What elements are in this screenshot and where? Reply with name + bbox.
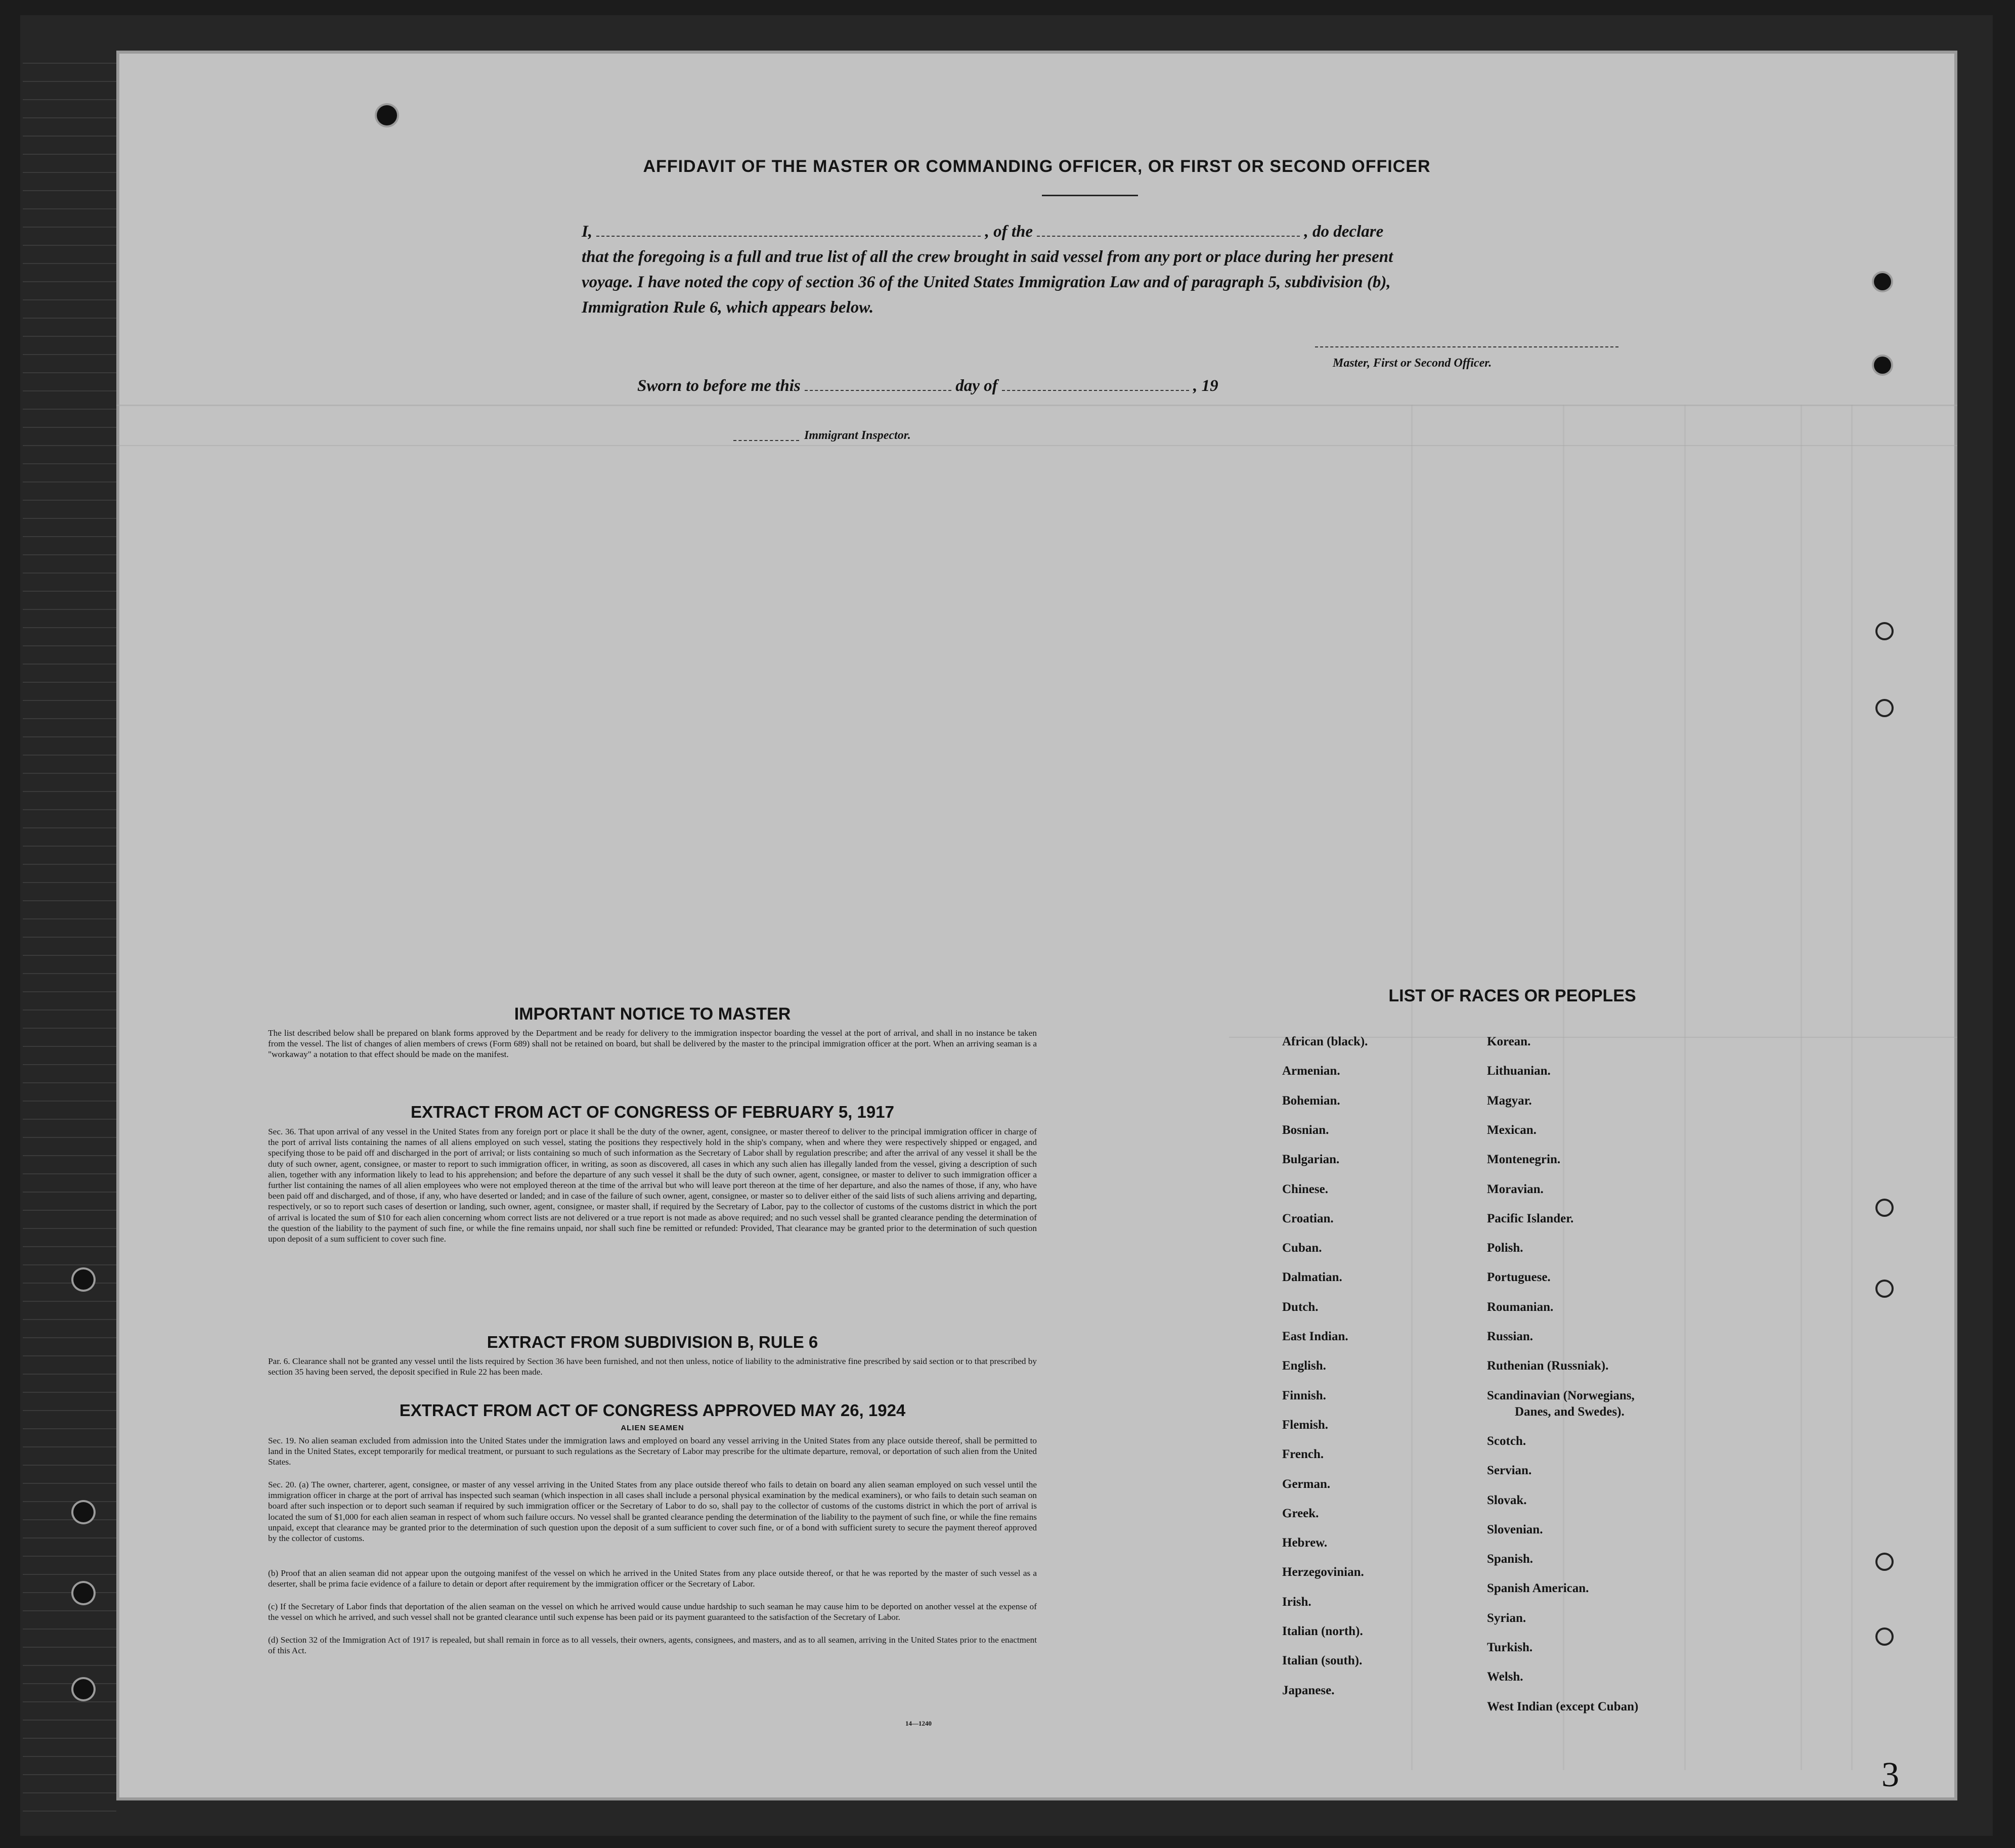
race-item: Scotch.	[1487, 1434, 1526, 1448]
inspector-label: Immigrant Inspector.	[804, 429, 911, 442]
form-number: 14—1240	[905, 1720, 932, 1727]
race-item: Italian (south).	[1282, 1654, 1363, 1668]
race-item: Hebrew.	[1282, 1536, 1328, 1550]
notice-title: IMPORTANT NOTICE TO MASTER	[514, 1004, 791, 1024]
ghost-column	[1684, 405, 1686, 1770]
races-title: LIST OF RACES OR PEOPLES	[1388, 986, 1636, 1005]
punch-hole	[1875, 1553, 1894, 1571]
vessel-blank[interactable]	[1037, 236, 1300, 237]
race-item: Polish.	[1487, 1241, 1523, 1255]
punch-hole	[1875, 699, 1894, 717]
race-item: Slovenian.	[1487, 1522, 1543, 1536]
race-item: Roumanian.	[1487, 1300, 1554, 1314]
subdivision-b-body: Par. 6. Clearance shall not be granted any vessel until the lists required by Section 36 have been furnished, and not then unless, notice of liability to the administrative fine prescribed by said section or to that prescribed by section 35 having been served, the deposit specified in Rule 22 has been made.	[268, 1356, 1037, 1377]
extract-1924-title: EXTRACT FROM ACT OF CONGRESS APPROVED MAY 26, 1924	[399, 1401, 906, 1420]
alien-seamen-subhead: ALIEN SEAMEN	[621, 1424, 684, 1432]
race-item: Servian.	[1487, 1464, 1532, 1478]
race-item: English.	[1282, 1359, 1326, 1373]
race-item: Bosnian.	[1282, 1123, 1329, 1137]
race-item: Moravian.	[1487, 1182, 1544, 1196]
race-item: Turkish.	[1487, 1641, 1533, 1654]
punch-hole	[1874, 357, 1891, 374]
punch-hole	[73, 1679, 94, 1699]
affidavit-line-4: Immigration Rule 6, which appears below.	[582, 298, 874, 317]
extract-1917-body: Sec. 36. That upon arrival of any vessel in the United States from any foreign port or place it shall be the duty of the owner, agent, consignee, or master thereof to deliver to the principal immigration officer in charge of the port of arrival lists containing the names of all aliens employed on such vessel, stating the positions they respectively hold in the ship's company, when and where they were respectively shipped or engaged, and specifying those to be paid off and discharged in the port of arrival; or lists containing so much of such information as the Secretary of Labor shall by regulation prescribe; and after the arrival of any vessel it shall be the duty of such owner, agent, consignee, or master to report to such immigration officer, in writing, as soon as discovered, all cases in which any such alien has illegally landed from the vessel, giving a description of such alien, together with any information likely to lead to his apprehension; and before the departure of any such vessel it shall be the duty of such owner, agent, consignee, or master to deliver to such immigration officer a further list containing the names of all alien employees who were not employed thereon at the time of the arrival but who will leave port thereon at the time of her departure, and also the names of those, if any, who have been paid off and discharged, and of those, if any, who have deserted or landed; and in case of the failure of such owner, agent, consignee, or master so to deliver either of the said lists of such aliens arriving and departing, respectively, or so to report such cases of desertion or landing, such owner, agent, consignee, or master shall, if required by the Secretary of Labor, pay to the collector of customs of the customs district in which the port of arrival is located the sum of $10 for each alien concerning whom correct lists are not delivered or a true report is not made as above required; and no such vessel shall be granted clearance pending the determination of the question of the liability to the payment of such fine, or while the fine remains unpaid, nor shall such fine be remitted or refunded: Provided, That clearance may be granted prior to the determination of such question upon deposit of a sum sufficient to cover such fine.	[268, 1127, 1037, 1244]
race-item: Herzegovinian.	[1282, 1565, 1364, 1579]
race-item: German.	[1282, 1477, 1331, 1491]
race-item: Irish.	[1282, 1595, 1311, 1609]
ghost-column	[1851, 405, 1853, 1770]
race-item: Montenegrin.	[1487, 1153, 1561, 1167]
lined-paper-edge	[23, 46, 116, 1816]
race-item: Russian.	[1487, 1330, 1534, 1343]
punch-hole	[1875, 1280, 1894, 1298]
affidavit-line-3: voyage. I have noted the copy of section 36 of the United States Immigration Law and of paragraph 5, subdivision (b),	[582, 273, 1391, 291]
race-item: Portuguese.	[1487, 1270, 1551, 1285]
punch-hole	[73, 1502, 94, 1522]
race-item: Finnish.	[1282, 1388, 1326, 1402]
race-item: French.	[1282, 1447, 1324, 1462]
name-blank[interactable]	[596, 236, 981, 237]
sworn-day-of: day of	[955, 377, 998, 395]
race-item: Slovak.	[1487, 1493, 1527, 1507]
sworn-text: Sworn to before me this	[637, 377, 801, 395]
race-item: Welsh.	[1487, 1670, 1523, 1684]
signature-blank[interactable]	[1315, 346, 1618, 347]
race-item: Cuban.	[1282, 1241, 1322, 1255]
sworn-month-blank[interactable]	[1002, 390, 1189, 391]
race-item: Bohemian.	[1282, 1093, 1340, 1108]
ghost-column	[1411, 405, 1413, 1770]
race-item: Magyar.	[1487, 1093, 1532, 1108]
race-item: West Indian (except Cuban)	[1487, 1699, 1639, 1713]
punch-hole	[1875, 1199, 1894, 1217]
race-item: Lithuanian.	[1487, 1064, 1551, 1078]
punch-hole	[73, 1269, 94, 1290]
sworn-year: , 19	[1193, 377, 1218, 395]
race-item: Korean.	[1487, 1035, 1531, 1048]
race-item: Bulgarian.	[1282, 1153, 1340, 1167]
extract-1917-title: EXTRACT FROM ACT OF CONGRESS OF FEBRUARY 5, 1917	[411, 1103, 894, 1121]
race-item: Flemish.	[1282, 1418, 1328, 1432]
race-item: Chinese.	[1282, 1182, 1328, 1196]
ghost-rule	[116, 405, 1957, 406]
signature-label: Master, First or Second Officer.	[1333, 357, 1492, 370]
affidavit-line-2: that the foregoing is a full and true list of all the crew brought in said vessel from any port or place during her present	[582, 248, 1393, 266]
affidavit-of-the: , of the	[985, 223, 1033, 241]
race-item: Scandinavian (Norwegians,	[1487, 1388, 1635, 1402]
affidavit-line-1	[582, 223, 1383, 241]
race-item: Spanish.	[1487, 1552, 1534, 1566]
sworn-line	[637, 377, 1218, 395]
race-item: Ruthenian (Russniak).	[1487, 1359, 1609, 1373]
affidavit-i: I,	[582, 223, 593, 241]
race-item: Greek.	[1282, 1506, 1319, 1520]
sec-19-body: Sec. 19. No alien seaman excluded from admission into the United States under the immigration laws and employed on board any vessel arriving in the United States from any place outside thereof, shall be permitted to land in the United States, except temporarily for medical treatment, or pursuant to such regulations as the Secretary of Labor may prescribe for the ultimate departure, removal, or deportation of such alien from the United States.	[268, 1436, 1037, 1467]
sec-20a-body: Sec. 20. (a) The owner, charterer, agent, consignee, or master of any vessel arriving in the United States from any place outside thereof who fails to detain on board any alien seaman employed on such vessel until the immigration officer in charge at the port of arrival has inspected such seaman (which inspection in all cases shall include a personal physical examination by the medical examiners), or who fails to detain such seaman on board after such inspection or to deport such seaman if required by such immigration officer or the Secretary of Labor to do so, shall pay to the collector of customs of the customs district in which the port of arrival is located the sum of $1,000 for each alien seaman in respect of whom such failure occurs. No vessel shall be granted clearance pending the determination of the liability to the payment of such fine, or while the fine remains unpaid, except that clearance may be granted prior to the determination of such question upon the deposit of a sum sufficient to cover such fine, or of a bond with sufficient surety to secure the payment thereof approved by the collector of customs.	[268, 1480, 1037, 1544]
race-item: Japanese.	[1282, 1683, 1335, 1697]
ghost-rule	[116, 445, 1957, 446]
inspector-blank[interactable]	[733, 440, 799, 441]
punch-hole	[73, 1583, 94, 1603]
punch-hole	[1875, 622, 1894, 640]
affidavit-title: AFFIDAVIT OF THE MASTER OR COMMANDING OFFICER, OR FIRST OR SECOND OFFICER	[643, 157, 1431, 176]
race-item: Armenian.	[1282, 1064, 1340, 1078]
sworn-day-blank[interactable]	[805, 390, 951, 391]
sec-20b-body: (b) Proof that an alien seaman did not appear upon the outgoing manifest of the vessel on which he arrived in the United States from any place outside thereof, or that he was reported by the master of such vessel as a deserter, shall be prima facie evidence of a failure to detain or deport after requirement by the immigration officer or the Secretary of Labor.	[268, 1568, 1037, 1589]
race-item: Danes, and Swedes).	[1515, 1404, 1625, 1419]
race-item: Italian (north).	[1282, 1624, 1363, 1638]
race-item: Spanish American.	[1487, 1581, 1589, 1596]
punch-hole	[377, 105, 397, 125]
title-rule	[1042, 195, 1138, 196]
race-item: Dutch.	[1282, 1300, 1319, 1314]
race-item: Dalmatian.	[1282, 1270, 1342, 1285]
notice-body: The list described below shall be prepared on blank forms approved by the Department and be ready for delivery to the immigration inspector boarding the vessel at the port of arrival, and shall in no instance be taken from the vessel. The list of changes of alien members of crews (Form 689) shall not be retained on board, but shall be delivered by the master to the principal immigration officer at the port. When an arriving seaman is a "workaway" a notation to that effect should be made on the manifest.	[268, 1028, 1037, 1060]
race-item: Mexican.	[1487, 1123, 1537, 1137]
race-item: Syrian.	[1487, 1611, 1526, 1625]
punch-hole	[1875, 1627, 1894, 1646]
punch-hole	[1874, 273, 1891, 290]
affidavit-declare: , do declare	[1304, 223, 1384, 241]
ghost-column	[1563, 405, 1564, 1770]
race-item: East Indian.	[1282, 1330, 1348, 1343]
sec-20c-body: (c) If the Secretary of Labor finds that deportation of the alien seaman on the vessel on which he arrived would cause undue hardship to such seaman he may cause him to be deported on another vessel at the expense of the vessel on which he arrived, and such vessel shall not be granted clearance until such expense has been paid or its payment guaranteed to the satisfaction of the Secretary of Labor.	[268, 1602, 1037, 1622]
race-item: Croatian.	[1282, 1211, 1334, 1225]
subdivision-b-title: EXTRACT FROM SUBDIVISION B, RULE 6	[487, 1333, 818, 1351]
sec-20d-body: (d) Section 32 of the Immigration Act of 1917 is repealed, but shall remain in force as to all vessels, their owners, agents, consignees, and masters, and as to all seamen, arriving in the United States prior to the enactment of this Act.	[268, 1635, 1037, 1656]
race-item: Pacific Islander.	[1487, 1211, 1574, 1225]
manifest-sheet	[116, 51, 1957, 1800]
margin-page-number: 3	[1881, 1755, 1899, 1794]
race-item: African (black).	[1282, 1035, 1368, 1048]
scan-background	[20, 15, 1993, 1836]
ghost-column	[1801, 405, 1802, 1770]
